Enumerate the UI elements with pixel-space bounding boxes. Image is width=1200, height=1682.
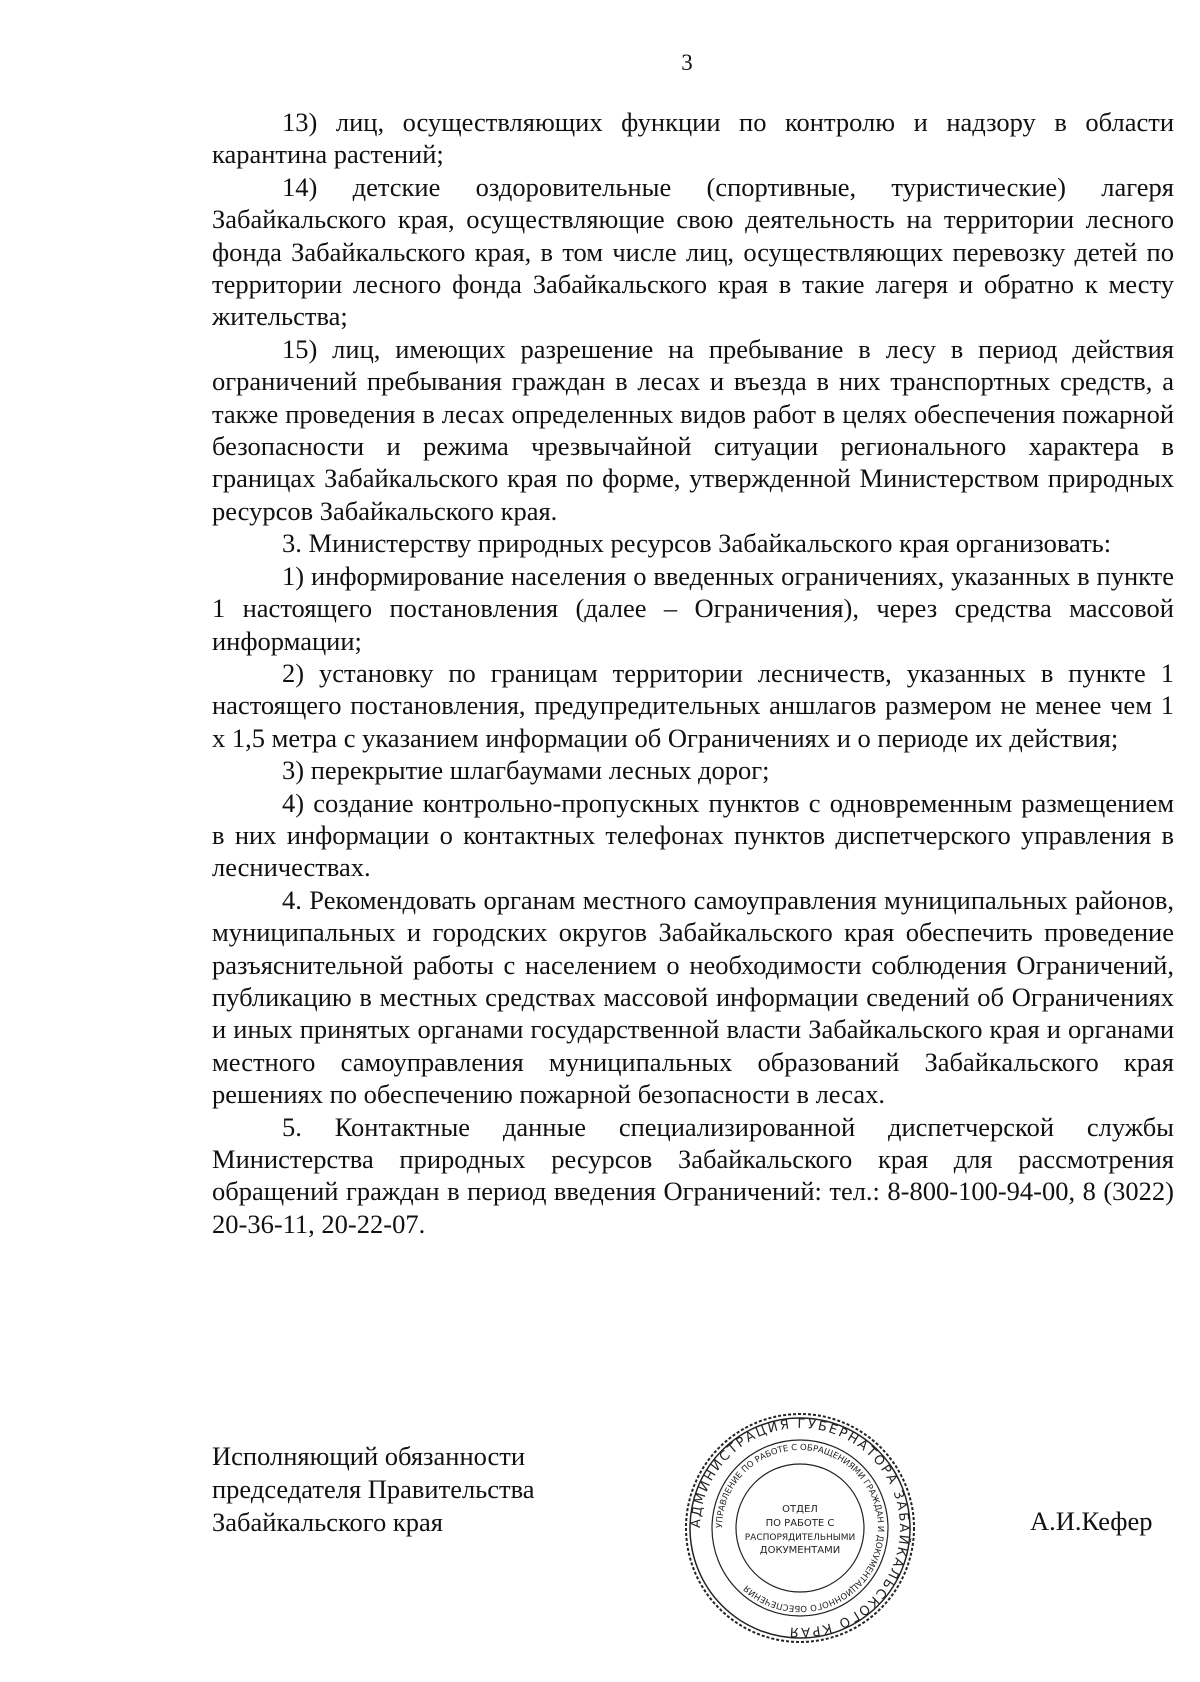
paragraph-section-5: 5. Контактные данные специализированной диспетчерской службы Министерства природных ресурсов Забайкальского края для рассмотрения обращений граждан в период введения Ограничений: тел.: 8-800-100-94-00, 8 (3022) 20-36-11, 20-22-07.	[212, 1111, 1174, 1239]
official-stamp	[680, 1408, 920, 1648]
paragraph-item-3-2: 2) установку по границам территории лесничеств, указанных в пункте 1 настоящего постановления, предупредительных аншлагов размером не менее чем 1 х 1,5 метра с указанием информации об Ограничениях и о периоде их действия;	[212, 657, 1174, 753]
signature-block	[212, 1440, 535, 1539]
stamp-center-line-3: РАСПОРЯДИТЕЛЬНЫМИ	[744, 1533, 856, 1543]
paragraph-item-3-4: 4) создание контрольно-пропускных пунктов с одновременным размещением в них информации о контактных телефонах пунктов диспетчерского управления в лесничествах.	[212, 787, 1174, 883]
paragraph-section-4: 4. Рекомендовать органам местного самоуправления муниципальных районов, муниципальных и городских округов Забайкальского края обеспечить проведение разъяснительной работы с населением о необходимости соблюдения Ограничений, публикацию в местных средствах массовой информации сведений об Ограничениях и иных принятых органами государственной власти Забайкальского края и органами местного самоуправления муниципальных образований Забайкальского края решениях по обеспечению пожарной безопасности в лесах.	[212, 884, 1174, 1110]
signer-position-line-1: Исполняющий обязанности	[212, 1441, 526, 1471]
stamp-center-line-1: ОТДЕЛ	[782, 1504, 818, 1515]
stamp-center-line-4: ДОКУМЕНТАМИ	[759, 1545, 841, 1556]
signer-position-line-3: Забайкальского края	[212, 1507, 443, 1537]
page-number: 3	[681, 50, 693, 75]
signer-name: А.И.Кефер	[1030, 1506, 1153, 1536]
paragraph-item-3-1: 1) информирование населения о введенных ограничениях, указанных в пункте 1 настоящего постановления (далее – Ограничения), через средства массовой информации;	[212, 560, 1174, 656]
document-body	[212, 106, 1174, 1240]
paragraph-item-14: 14) детские оздоровительные (спортивные, туристические) лагеря Забайкальского края, осуществляющие свою деятельность на территории лесного фонда Забайкальского края, в том числе лиц, осуществляющих перевозку детей по территории лесного фонда Забайкальского края в такие лагеря и обратно к месту жительства;	[212, 171, 1174, 332]
paragraph-item-15: 15) лиц, имеющих разрешение на пребывание в лесу в период действия ограничений пребывания граждан в лесах и въезда в них транспортных средств, а также проведения в лесах определенных видов работ в целях обеспечения пожарной безопасности и режима чрезвычайной ситуации регионального характера в границах Забайкальского края по форме, утвержденной Министерством природных ресурсов Забайкальского края.	[212, 333, 1174, 526]
paragraph-item-13: 13) лиц, осуществляющих функции по контролю и надзору в области карантина растений;	[212, 107, 1174, 170]
paragraph-section-3: 3. Министерству природных ресурсов Забайкальского края организовать:	[282, 528, 1112, 559]
stamp-outer-text: АДМИНИСТРАЦИЯ ГУБЕРНАТОРА ЗАБАЙКАЛЬСКОГО КРАЯ	[688, 1416, 912, 1640]
stamp-inner-ring-text: УПРАВЛЕНИЕ ПО РАБОТЕ С ОБРАЩЕНИЯМИ ГРАЖДАН И ДОКУМЕНТАЦИОННОГО ОБЕСПЕЧЕНИЯ	[714, 1442, 886, 1614]
stamp-center-line-2: ПО РАБОТЕ С	[765, 1518, 835, 1529]
signer-position-line-2: председателя Правительства	[212, 1474, 535, 1504]
paragraph-item-3-3: 3) перекрытие шлагбаумами лесных дорог;	[282, 755, 770, 786]
